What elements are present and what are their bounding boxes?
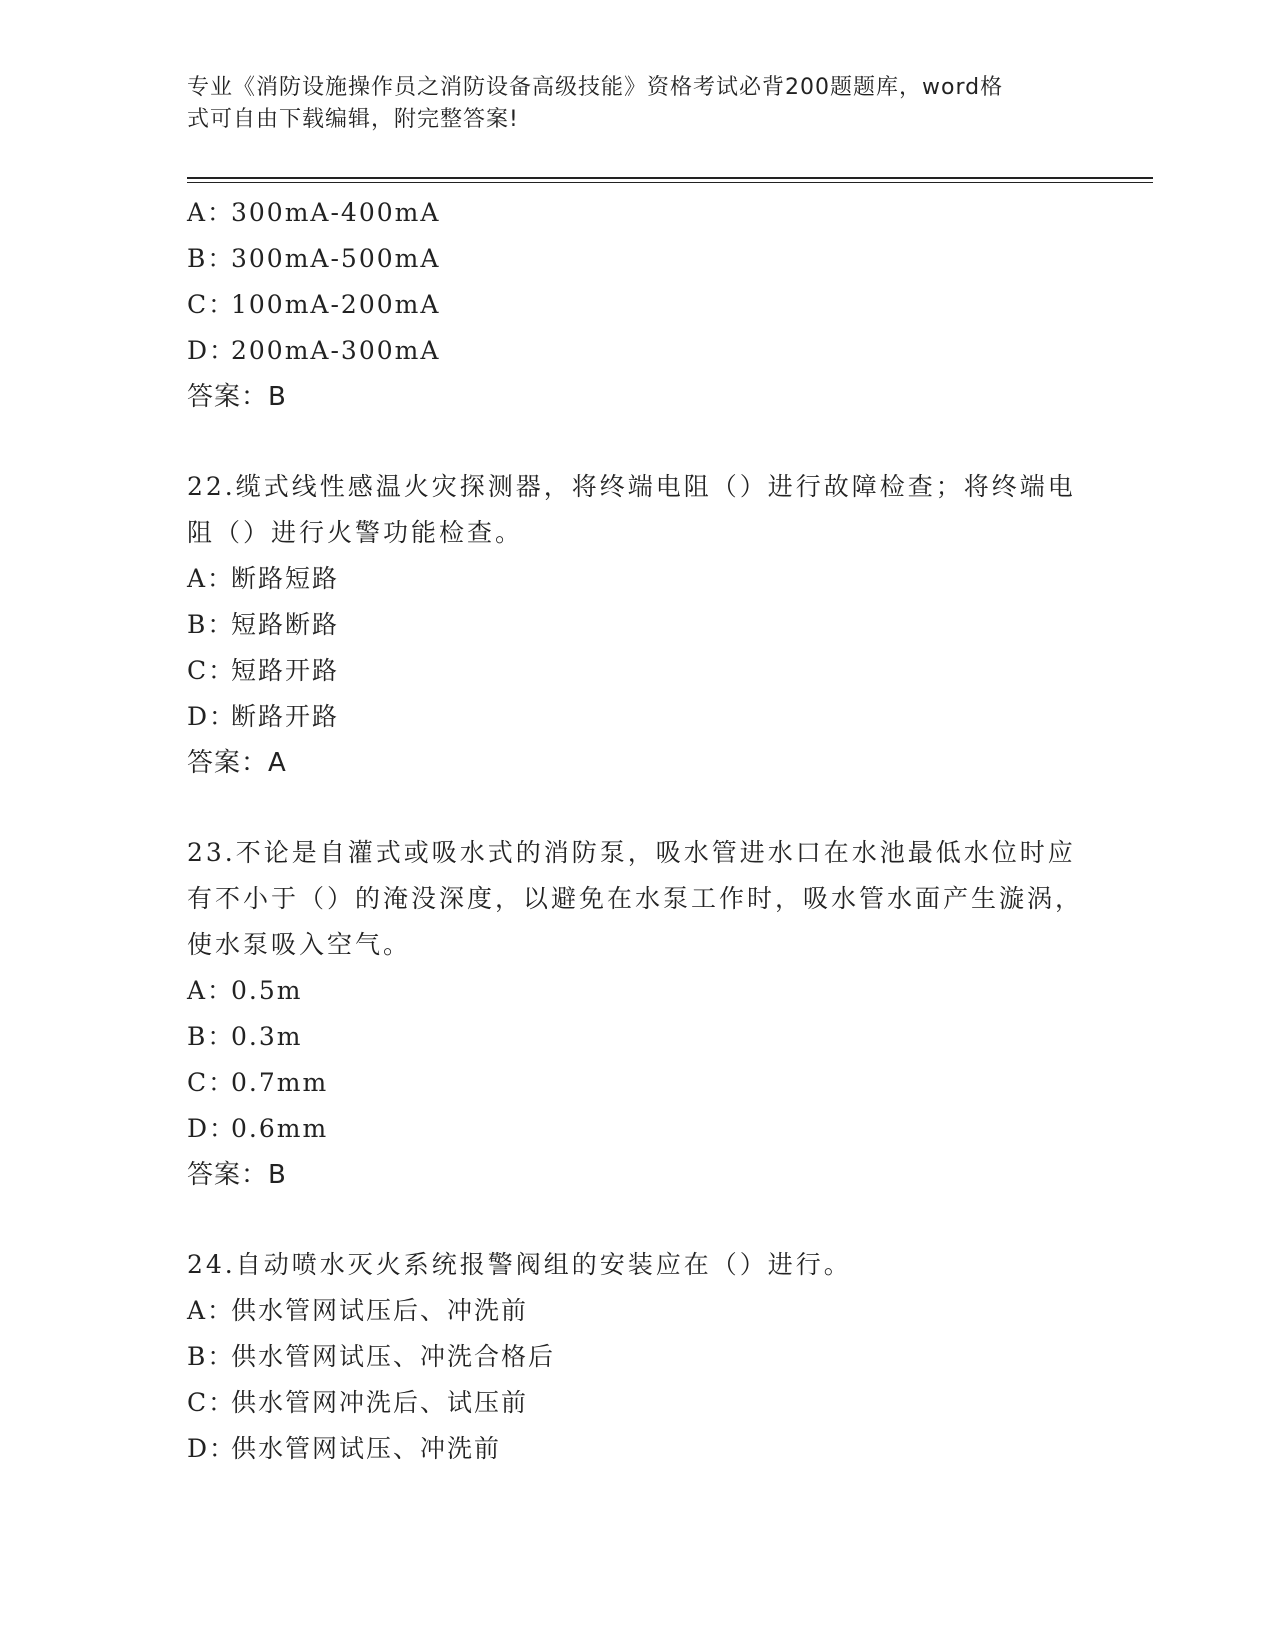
question-22 <box>187 464 1087 786</box>
header-line-2: 式可自由下载编辑，附完整答案! <box>187 107 519 132</box>
option-a: A：300mA-400mA <box>187 198 441 227</box>
option-c: C：供水管网冲洗后、试压前 <box>187 1388 529 1417</box>
question-23 <box>187 830 1087 1198</box>
question-stem: 23.不论是自灌式或吸水式的消防泵，吸水管进水口在水池最低水位时应有不小于（）的淹没深度，以避免在水泵工作时，吸水管水面产生漩涡，使水泵吸入空气。 <box>187 838 1084 959</box>
option-c: C：100mA-200mA <box>187 290 441 319</box>
answer-line: 答案：B <box>187 1160 287 1190</box>
question-stem: 24.自动喷水灭火系统报警阀组的安装应在（）进行。 <box>187 1250 852 1279</box>
option-d: D：供水管网试压、冲洗前 <box>187 1434 502 1463</box>
option-c: C：0.7mm <box>187 1068 329 1097</box>
option-b: B：300mA-500mA <box>187 244 441 273</box>
option-a: A：供水管网试压后、冲洗前 <box>187 1296 529 1325</box>
question-stem: 22.缆式线性感温火灾探测器，将终端电阻（）进行故障检查；将终端电阻（）进行火警功能检查。 <box>187 472 1076 547</box>
header-divider-thin <box>187 182 1153 183</box>
answer-line: 答案：B <box>187 382 287 412</box>
option-a: A：断路短路 <box>187 564 340 593</box>
option-a: A：0.5m <box>187 976 303 1005</box>
document-header <box>187 72 1067 136</box>
option-b: B：供水管网试压、冲洗合格后 <box>187 1342 556 1371</box>
option-c: C：短路开路 <box>187 656 340 685</box>
question-24 <box>187 1242 1087 1472</box>
question-list <box>187 190 1087 1472</box>
option-b: B：短路断路 <box>187 610 340 639</box>
header-line-1: 专业《消防设施操作员之消防设备高级技能》资格考试必背200题题库，word格 <box>187 75 1004 100</box>
option-b: B：0.3m <box>187 1022 303 1051</box>
option-d: D：200mA-300mA <box>187 336 441 365</box>
header-divider-thick <box>187 177 1153 179</box>
answer-line: 答案：A <box>187 748 287 778</box>
option-d: D：0.6mm <box>187 1114 329 1143</box>
question-21 <box>187 190 1087 420</box>
option-d: D：断路开路 <box>187 702 340 731</box>
